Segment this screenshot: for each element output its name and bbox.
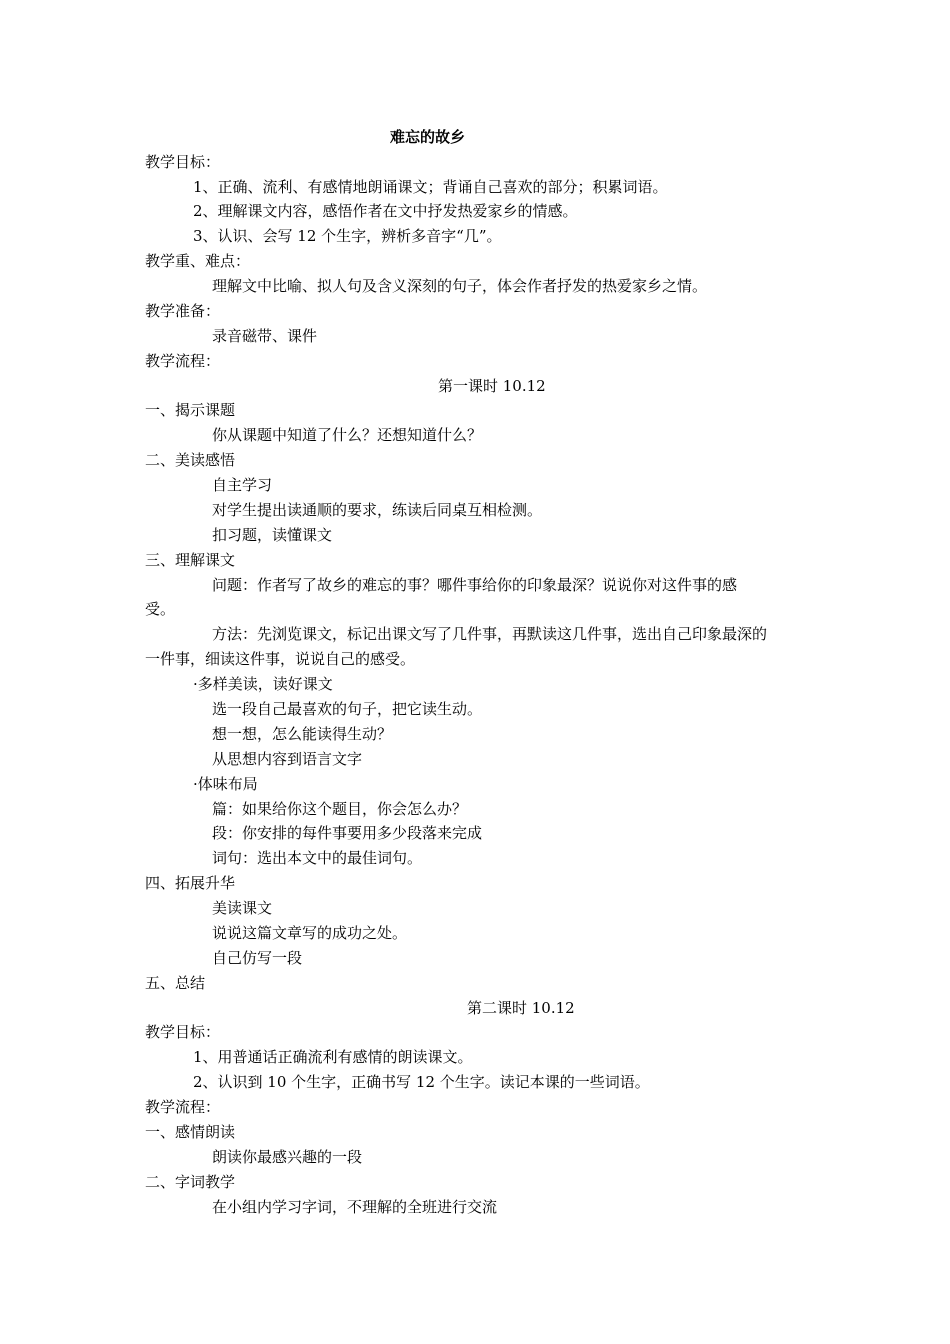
body-text: 说说这篇文章写的成功之处。 (212, 924, 408, 942)
body-text: 自主学习 (212, 476, 273, 494)
body-text: 对学生提出读通顺的要求，练读后同桌互相检测。 (212, 501, 543, 519)
section-heading: 教学流程： (145, 1098, 221, 1116)
document-title: 难忘的故乡 (390, 128, 466, 146)
objective-item: 1、用普通话正确流利有感情的朗读课文。 (193, 1048, 473, 1066)
sub-heading: ·体味布局 (193, 775, 258, 793)
body-text: 朗读你最感兴趣的一段 (212, 1148, 363, 1166)
body-text: 录音磁带、课件 (212, 327, 318, 345)
body-text: 段：你安排的每件事要用多少段落来完成 (212, 824, 483, 842)
body-text: 选一段自己最喜欢的句子，把它读生动。 (212, 700, 483, 718)
objective-item: 1、正确、流利、有感情地朗诵课文；背诵自己喜欢的部分；积累词语。 (193, 178, 668, 196)
step-heading: 五、总结 (145, 974, 206, 992)
step-heading: 二、美读感悟 (145, 451, 236, 469)
step-heading: 一、揭示课题 (145, 401, 236, 419)
body-text: 受。 (145, 600, 176, 618)
section-heading: 教学准备： (145, 302, 221, 320)
body-text: 在小组内学习字词，不理解的全班进行交流 (212, 1198, 498, 1216)
step-heading: 一、感情朗读 (145, 1123, 236, 1141)
section-heading: 教学重、难点： (145, 252, 251, 270)
body-text: 想一想，怎么能读得生动？ (212, 725, 393, 743)
section-heading: 教学目标： (145, 153, 221, 171)
body-text: 扣习题，读懂课文 (212, 526, 333, 544)
section-heading: 教学流程： (145, 352, 221, 370)
objective-item: 2、理解课文内容，感悟作者在文中抒发热爱家乡的情感。 (193, 202, 578, 220)
objective-item: 3、认识、会写 12 个生字，辨析多音字“几”。 (193, 227, 502, 245)
section-heading: 教学目标： (145, 1023, 221, 1041)
body-text: 美读课文 (212, 899, 273, 917)
body-text: 一件事，细读这件事，说说自己的感受。 (145, 650, 416, 668)
lesson-heading: 第一课时 10.12 (438, 377, 546, 395)
body-text: 自己仿写一段 (212, 949, 303, 967)
body-text: 方法：先浏览课文，标记出课文写了几件事，再默读这几件事，选出自己印象最深的 (212, 625, 768, 643)
sub-heading: ·多样美读，读好课文 (193, 675, 333, 693)
body-text: 篇：如果给你这个题目，你会怎么办？ (212, 800, 468, 818)
body-text: 你从课题中知道了什么？还想知道什么？ (212, 426, 483, 444)
body-text: 理解文中比喻、拟人句及含义深刻的句子，体会作者抒发的热爱家乡之情。 (212, 277, 708, 295)
body-text: 问题：作者写了故乡的难忘的事？哪件事给你的印象最深？说说你对这件事的感 (212, 576, 738, 594)
step-heading: 四、拓展升华 (145, 874, 236, 892)
body-text: 词句：选出本文中的最佳词句。 (212, 849, 423, 867)
step-heading: 三、理解课文 (145, 551, 236, 569)
step-heading: 二、字词教学 (145, 1173, 236, 1191)
objective-item: 2、认识到 10 个生字，正确书写 12 个生字。读记本课的一些词语。 (193, 1073, 650, 1091)
body-text: 从思想内容到语言文字 (212, 750, 363, 768)
lesson-heading: 第二课时 10.12 (467, 999, 575, 1017)
